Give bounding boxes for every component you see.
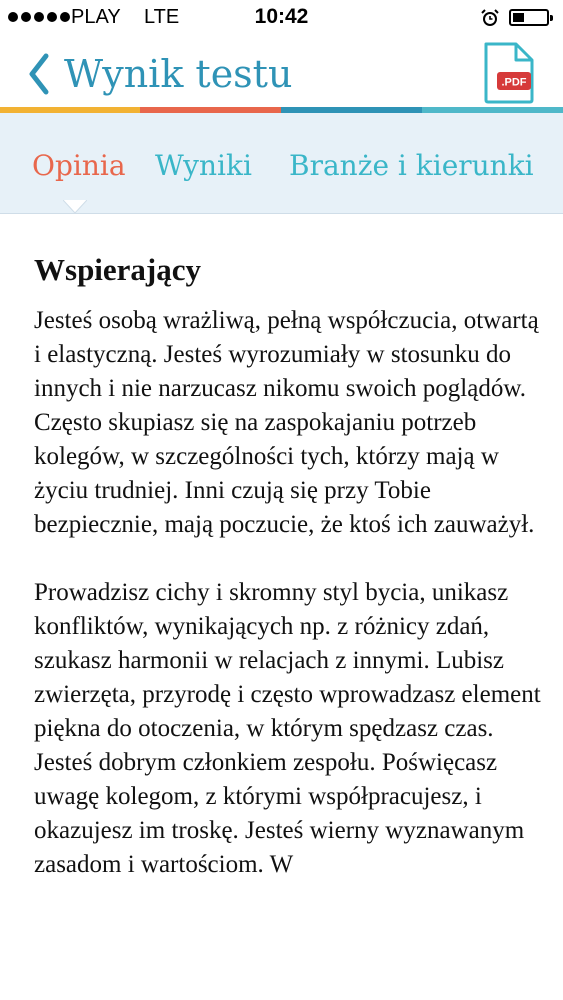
pdf-badge-label: .PDF <box>501 76 527 89</box>
profile-heading: Wspierający <box>34 252 202 287</box>
tab-wyniki[interactable]: Wyniki <box>155 149 252 182</box>
battery-icon <box>509 9 549 26</box>
pdf-file-icon[interactable] <box>480 42 536 104</box>
carrier-label: PLAY <box>71 6 121 28</box>
alarm-icon <box>480 8 500 28</box>
page-title: Wynik testu <box>64 52 293 96</box>
active-tab-indicator <box>63 199 87 214</box>
opinion-paragraph-2: Prowadzisz cichy i skromny styl bycia, unikasz konfliktów, wynikających np. z różnicy zdań, szukasz harmonii w relacjach z innymi. Lubisz zwierzęta, przyrodę i często wprowadzasz element piękna do otoczenia, w którym spędzasz czas. Jesteś dobrym członkiem zespołu. Poświęcasz uwagę kolegom, z którymi współpracujesz, i okazujesz im troskę. Jesteś wierny wyznawanym zasadom i wartościom. W <box>34 579 541 878</box>
network-label: LTE <box>144 6 180 28</box>
opinion-paragraph-1: Jesteś osobą wrażliwą, pełną współczucia, otwartą i elastyczną. Jesteś wyrozumiały w stosunku do innych i nie narzucasz nikomu swoich poglądów. Często skupiasz się na zaspokajaniu potrzeb kolegów, w szczególności tych, którzy mają w życiu trudniej. Inni czują się przy Tobie bezpiecznie, mają poczucie, że ktoś ich zauważył. <box>34 307 539 538</box>
back-button[interactable] <box>22 46 56 102</box>
tab-opinia[interactable]: Opinia <box>32 149 126 182</box>
status-bar <box>0 0 563 36</box>
chevron-left-icon <box>22 46 56 102</box>
tab-branze-i-kierunki[interactable]: Branże i kierunki <box>289 149 534 182</box>
status-time: 10:42 <box>254 5 309 28</box>
opinion-content <box>34 250 544 916</box>
